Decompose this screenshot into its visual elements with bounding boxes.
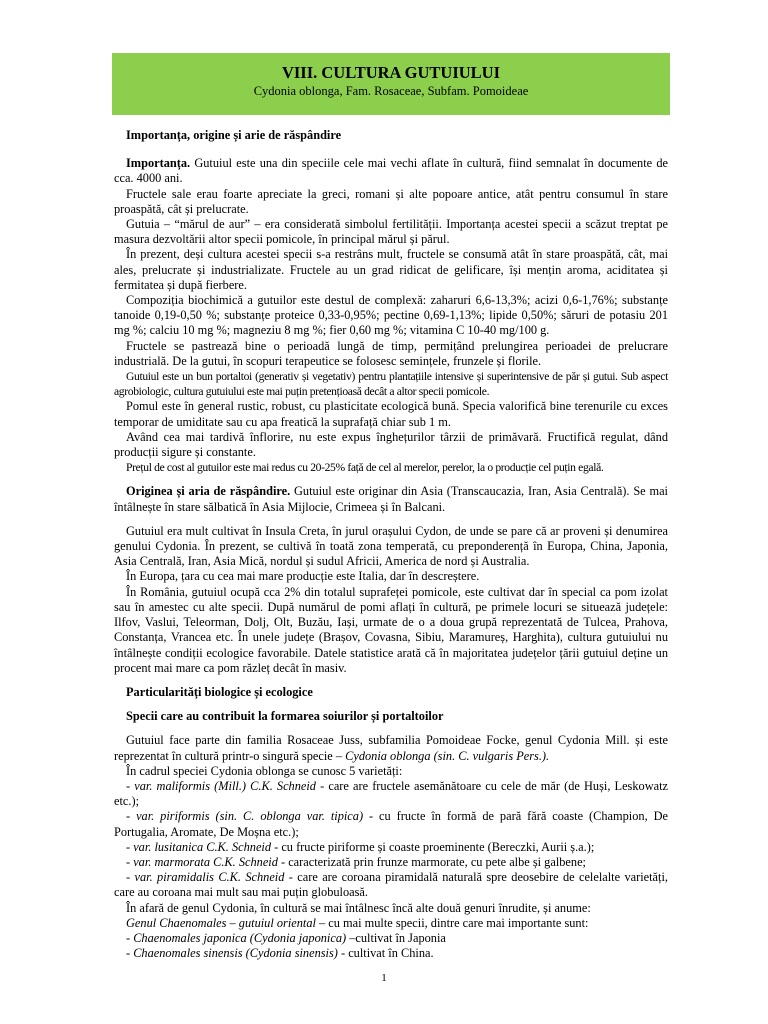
list-dash: - <box>126 778 135 793</box>
paragraph-text: Gutuiul este una din speciile cele mai vechi aflate în cultură, fiind semnalat în documente de cca. 4000 ani. <box>114 156 668 186</box>
paragraph: În cadrul speciei Cydonia oblonga se cunosc 5 varietăți: <box>126 763 403 778</box>
paragraph: Pomul este în general rustic, robust, cu plasticitate ecologică bună. Specia valorifică bine terenurile cu exces temporar de umiditate sau cu apa freatică la suprafață chiar sub 1 m. <box>114 399 668 429</box>
paragraph: În Europa, țara cu cea mai mare producție este Italia, dar în descreștere. <box>126 569 480 584</box>
paragraph: Având cea mai tardivă înflorire, nu este expus înghețurilor târzii de primăvară. Fructifică regulat, dând producții sigure și constante. <box>114 429 668 460</box>
variety-name: var. lusitanica C.K. Schneid <box>133 839 272 854</box>
paragraph-crete: Gutuiul era mult cultivat în Insula Creta, în jurul orașului Cydon, de unde se pare că ar proveni și denumirea genului Cydonia. În prezent, se cultivă în toată zona temperată, cu preponderență în Europa, China, Japonia, Asia Centrală, Iran, Asia Mică, nordul și sudul Africii, America de nord și Australia. <box>114 523 668 569</box>
variety-item <box>114 840 668 855</box>
section-heading-species: Specii care au contribuit la formarea soiurilor și portaltoilor <box>126 709 444 724</box>
paragraph-lead: Importanța. <box>126 156 191 171</box>
variety-name: var. piriformis (sin. C. oblonga var. tipica) <box>136 809 364 824</box>
paragraph-text: Gutuiul face parte din familia Rosaceae Juss, subfamilia Pomoideae Focke, genul Cydonia Mill. și este reprezentat în cultură printr-o singură specie – <box>114 733 668 763</box>
chapter-header <box>112 53 670 115</box>
paragraph: Gutuiul este un bun portaltoi (generativ și vegetativ) pentru plantațiile intensive și superintensive de păr și gutui. Sub aspect agrobiologic, cultura gutuiului este mai puțin pretențioasă decât a altor specii pomicole. <box>114 370 668 399</box>
page-number: 1 <box>381 972 387 984</box>
variety-desc: - cu fructe piriforme și coaste proeminente (Bereczki, Aurii ș.a.); <box>271 839 595 854</box>
paragraph-origin <box>114 484 668 514</box>
paragraph-taxonomy <box>114 733 668 763</box>
chapter-subtitle: Cydonia oblonga, Fam. Rosaceae, Subfam. Pomoideae <box>253 84 529 98</box>
list-dash: - <box>126 809 137 824</box>
paragraph-composition: Compoziția biochimică a gutuilor este destul de complexă: zaharuri 6,6-13,3%; acizi 0,6-1,76%; substanțe tanoide 0,19-0,50 %; substanțe proteice 0,33-0,95%; pectine 0,69-1,13%; lipide 0,50%; săruri de potasiu 201 mg %; calciu 10 mg %; magneziu 8 mg %; fier 0,60 mg %; vitamina C 10-40 mg/100 g. <box>114 293 668 338</box>
species-name: Chaenomales sinensis (Cydonia sinensis) <box>133 946 338 961</box>
paragraph-importance <box>114 156 668 186</box>
list-dash: - <box>126 930 134 945</box>
paragraph-lead: Originea și aria de răspândire. <box>126 484 291 499</box>
species-item <box>114 946 668 961</box>
species-desc: - cultivat în China. <box>337 946 434 961</box>
paragraph-text: – cu mai multe specii, dintre care mai importante sunt: <box>315 915 589 930</box>
document-body <box>114 128 668 961</box>
variety-item <box>114 779 668 809</box>
variety-name: var. maliformis (Mill.) C.K. Schneid <box>134 778 316 793</box>
variety-name: var. piramidalis C.K. Schneid <box>134 870 285 885</box>
variety-desc: - care are coroana piramidală naturală spre deosebire de celelalte varietăți, care au coroana mai mult sau mai puțin globuloasă. <box>114 870 668 900</box>
paragraph-text: Gutuiul este originar din Asia (Transcaucazia, Iran, Asia Centrală). Se mai întâlnește în stare sălbatică în Asia Mijlocie, Crimeea și în Balcani. <box>114 484 668 514</box>
variety-desc: - care are fructele asemănătoare cu cele de măr (de Huși, Leskowatz etc.); <box>114 778 668 809</box>
paragraph-chaenomales <box>114 916 668 931</box>
variety-item <box>114 855 668 870</box>
variety-item <box>114 809 668 839</box>
chapter-title: VIII. CULTURA GUTUIULUI <box>281 63 501 82</box>
paragraph-romania: În România, gutuiul ocupă cca 2% din totalul suprafeței pomicole, este cultivat dar în special ca pom izolat sau în amestec cu alte specii. După numărul de pomi aflați în cultură, pe primele locuri se situează județele: Ilfov, Vaslui, Teleorman, Dolj, Olt, Buzău, Iași, urmate de o a doua grupă reprezentată de Tulcea, Prahova, Constanța, Vrancea etc. În unele județe (Brașov, Covasna, Sibiu, Maramureș, Harghita), cultura gutuiului nu întâlnește condiții ecologice favorabile. Datele statistice arată că în majoritatea județelor țării gutuiul deține un procent mai mare ca pom răzleț decât în masiv. <box>114 584 668 675</box>
species-name: Chaenomales japonica (Cydonia japonica) <box>133 930 347 945</box>
species-item <box>114 931 668 946</box>
paragraph: În afară de genul Cydonia, în cultură se mai întâlnesc încă alte două genuri înrudite, și anume: <box>126 900 591 915</box>
genus-name: Genul Chaenomales – gutuiul oriental <box>126 915 316 930</box>
paragraph: În prezent, deși cultura acestei specii s-a restrâns mult, fructele se consumă atât în stare proaspătă, cât, mai ales, prelucrate și industrializate. Fructele au un grad ridicat de gelificare, își mențin aroma, aciditatea și fermitatea și după fierbere. <box>114 247 668 292</box>
list-dash: - <box>126 946 134 961</box>
section-heading-biology: Particularități biologice și ecologice <box>126 684 313 699</box>
species-name: Cydonia oblonga (sin. C. vulgaris Pers.). <box>345 748 550 763</box>
variety-desc: - caracterizată prin frunze marmorate, cu pete albe și galbene; <box>277 854 586 869</box>
variety-name: var. marmorata C.K. Schneid <box>133 854 278 869</box>
variety-desc: - cu fructe în formă de pară fără coaste (Champion, De Portugalia, Aromate, De Moșna etc.); <box>114 809 668 839</box>
paragraph: Gutuia – “mărul de aur” – era considerată simbolul fertilității. Importanța acestei specii a scăzut treptat pe masura dezvoltării altor specii pomicole, în principal mărul și părul. <box>114 217 668 247</box>
paragraph: Fructele se pastrează bine o perioadă lungă de timp, permițând prelungirea perioadei de prelucrare industrială. De la gutui, în scopuri terapeutice se folosesc semințele, frunzele și florile. <box>114 338 668 368</box>
paragraph: Fructele sale erau foarte apreciate la greci, romani și alte popoare antice, atât pentru consumul în stare proaspătă, cât și prelucrate. <box>114 186 668 216</box>
list-dash: - <box>126 870 135 885</box>
paragraph-cost: Prețul de cost al gutuilor este mai redus cu 20-25% față de cel al merelor, perelor, la o producție cel puțin egală. <box>126 461 604 475</box>
list-dash: - <box>126 839 134 854</box>
species-desc: –cultivat în Japonia <box>346 930 446 945</box>
variety-item <box>114 870 668 900</box>
section-heading-importance: Importanța, origine și arie de răspândire <box>126 128 342 142</box>
list-dash: - <box>126 854 134 869</box>
